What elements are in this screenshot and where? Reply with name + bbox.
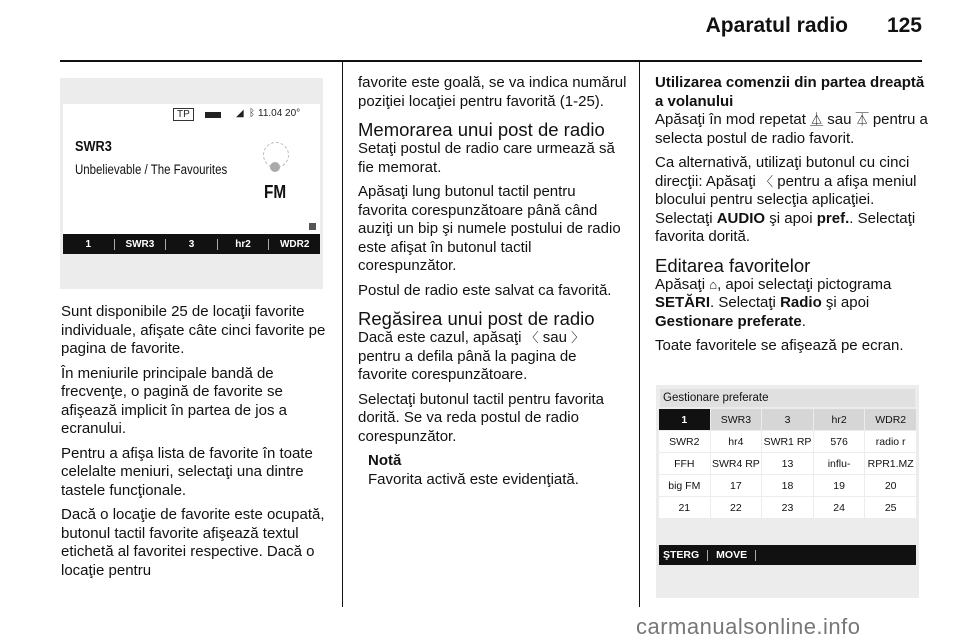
note-title: Notă xyxy=(368,452,402,469)
seek-up-icon: ⏅ xyxy=(810,112,824,127)
bluetooth-icon: ᛒ xyxy=(249,108,255,119)
paragraph: Setaţi postul de radio care urmează să fie memorat. xyxy=(358,140,615,176)
seek-down-icon: ⏄ xyxy=(855,112,869,127)
text: sau xyxy=(542,329,567,346)
section-heading: Regăsirea unui post de radio xyxy=(358,308,595,329)
favorite-cell[interactable]: influ- xyxy=(814,453,865,474)
time-temperature: 11.04 20° xyxy=(258,108,301,119)
favorite-cell[interactable]: SWR3 xyxy=(711,409,762,430)
favorite-cell[interactable]: radio r xyxy=(865,431,916,452)
radio-text: Unbelievable / The Favourites xyxy=(75,162,228,177)
header-rule xyxy=(60,60,922,62)
section-heading: Editarea favoritelor xyxy=(655,254,811,276)
text: Ca alternativă, utilizaţi butonul cu cinci direcţii: Apăsaţi xyxy=(655,154,910,190)
paragraph: Pentru a afişa lista de favorite în toate celelalte meniuri, selectaţi una dintre tastele funcţionale. xyxy=(61,444,313,499)
signal-icon: ◢ xyxy=(236,108,244,119)
move-button[interactable]: MOVE xyxy=(716,549,748,561)
favorite-cell[interactable]: RPR1.MZ xyxy=(865,453,916,474)
grid-row xyxy=(659,409,916,430)
favorite-button[interactable]: hr2 xyxy=(235,238,251,250)
favorites-bar xyxy=(63,234,320,254)
text: pref. xyxy=(816,209,850,227)
text: pentru a defila până la pagina de favorite corespunzătoare. xyxy=(358,347,577,383)
paragraph: Apăsaţi lung butonul tactil pentru favorita corespunzătoare până când auziţi un bip şi numele postului de radio este afişat în butonul tactil corespunzător. xyxy=(358,183,621,274)
favorite-cell[interactable]: hr4 xyxy=(711,431,762,452)
antenna-base-icon xyxy=(270,162,280,172)
chevron-right-icon: 〉 xyxy=(571,330,585,345)
paragraph: Selectaţi butonul tactil pentru favorita dorită. Se va reda postul de radio corespunzător. xyxy=(358,390,604,445)
station-name: SWR3 xyxy=(75,138,112,155)
delete-button[interactable]: ŞTERG xyxy=(663,549,700,561)
column-divider-2 xyxy=(639,62,640,607)
text: Dacă este cazul, apăsaţi xyxy=(358,329,522,346)
favorite-cell[interactable]: WDR2 xyxy=(865,409,916,430)
favorites-grid xyxy=(659,409,916,519)
text: AUDIO xyxy=(716,209,766,227)
screen-title: Gestionare preferate xyxy=(660,389,915,407)
grid-row xyxy=(659,431,916,452)
text: SETĂRI xyxy=(655,294,711,311)
column-1-text xyxy=(61,303,327,586)
favorite-cell[interactable]: 24 xyxy=(814,497,865,518)
favorite-cell[interactable]: SWR1 RP xyxy=(762,431,813,452)
text: , apoi selectaţi pictograma xyxy=(717,275,892,293)
home-icon: ⌂ xyxy=(709,276,718,292)
page-header-title: Aparatul radio xyxy=(705,14,848,37)
tp-indicator: TP xyxy=(173,108,194,121)
favorite-cell[interactable]: 3 xyxy=(762,409,813,430)
page-number: 125 xyxy=(886,14,922,37)
favorite-cell[interactable]: 25 xyxy=(865,497,916,518)
text: Gestionare preferate xyxy=(655,312,802,330)
band-label: FM xyxy=(264,182,287,202)
favorite-button[interactable]: 3 xyxy=(188,238,195,250)
watermark: carmanualsonline.info xyxy=(636,614,861,639)
favorite-cell[interactable]: 23 xyxy=(762,497,813,518)
battery-icon xyxy=(205,112,221,118)
favorite-button[interactable]: 1 xyxy=(85,238,92,250)
paragraph: Dacă o locaţie de favorite este ocupată, butonul tactil favorite afişează textul etichetă al favoritei respective. Dacă o locaţie pentru xyxy=(61,506,325,579)
section-heading: Memorarea unui post de radio xyxy=(358,119,605,140)
column-divider-1 xyxy=(342,62,343,607)
favorite-cell[interactable]: 18 xyxy=(762,475,813,496)
text: . xyxy=(801,312,806,330)
scroll-indicator xyxy=(309,223,316,230)
text: Apăsaţi în mod repetat xyxy=(655,111,806,128)
favorite-cell[interactable]: 1 xyxy=(659,409,710,430)
favorite-button[interactable]: WDR2 xyxy=(279,238,310,250)
favorite-cell[interactable]: 20 xyxy=(865,475,916,496)
text: . Selectaţi favorita dorită. xyxy=(655,209,916,245)
favorite-cell[interactable]: 576 xyxy=(814,431,865,452)
column-3-text xyxy=(655,74,930,362)
radio-screen-image xyxy=(60,78,323,289)
text: sau xyxy=(827,111,852,128)
grid-row xyxy=(659,497,916,518)
favorite-cell[interactable]: SWR4 RP xyxy=(711,453,762,474)
chevron-left-icon: 〈 xyxy=(760,173,774,189)
text: pentru a afişa meniul blocului pentru selecţia aplicaţiei. Selectaţi xyxy=(655,172,917,227)
column-2-text xyxy=(358,74,628,489)
radio-display xyxy=(63,104,320,234)
paragraph xyxy=(655,154,930,247)
paragraph xyxy=(358,329,628,385)
grid-row xyxy=(659,453,916,474)
favorite-cell[interactable]: 21 xyxy=(659,497,710,518)
favorite-cell[interactable]: 17 xyxy=(711,475,762,496)
paragraph: Toate favoritele se afişează pe ecran. xyxy=(655,337,904,354)
paragraph: Postul de radio este salvat ca favorită. xyxy=(358,281,612,299)
favorite-cell[interactable]: hr2 xyxy=(814,409,865,430)
subheading: Utilizarea comenzii din partea dreaptă a volanului xyxy=(655,74,925,110)
favorite-cell[interactable]: 13 xyxy=(762,453,813,474)
note-text: Favorita activă este evidenţiată. xyxy=(368,470,579,488)
text: şi apoi xyxy=(769,209,813,227)
action-bar xyxy=(659,545,916,565)
paragraph: Sunt disponibile 25 de locaţii favorite individuale, afişate câte cinci favorite pe pagina de favorite. xyxy=(61,303,326,357)
favorite-cell[interactable]: 19 xyxy=(814,475,865,496)
manage-favorites-screen-image xyxy=(656,385,919,598)
text: Radio xyxy=(780,294,822,311)
text: . Selectaţi xyxy=(710,294,776,311)
favorite-cell[interactable]: SWR2 xyxy=(659,431,710,452)
text: pentru a selecta postul de radio favorit. xyxy=(655,111,928,147)
favorite-cell[interactable]: big FM xyxy=(659,475,710,496)
text: şi apoi xyxy=(825,294,870,311)
text: Apăsaţi xyxy=(655,275,706,293)
paragraph: favorite este goală, se va indica numărul poziţiei locaţiei pentru favorită (1-25). xyxy=(358,74,627,110)
favorite-cell[interactable]: FFH xyxy=(659,453,710,474)
paragraph: În meniurile principale bandă de frecvenţe, o pagină de favorite se afişează implicit în partea de jos a ecranului. xyxy=(61,364,287,437)
favorite-cell[interactable]: 22 xyxy=(711,497,762,518)
grid-row xyxy=(659,475,916,496)
note-box xyxy=(358,452,628,489)
chevron-left-icon: 〈 xyxy=(525,330,539,345)
favorite-button[interactable]: SWR3 xyxy=(125,238,155,250)
paragraph xyxy=(655,276,930,332)
paragraph xyxy=(655,111,930,148)
